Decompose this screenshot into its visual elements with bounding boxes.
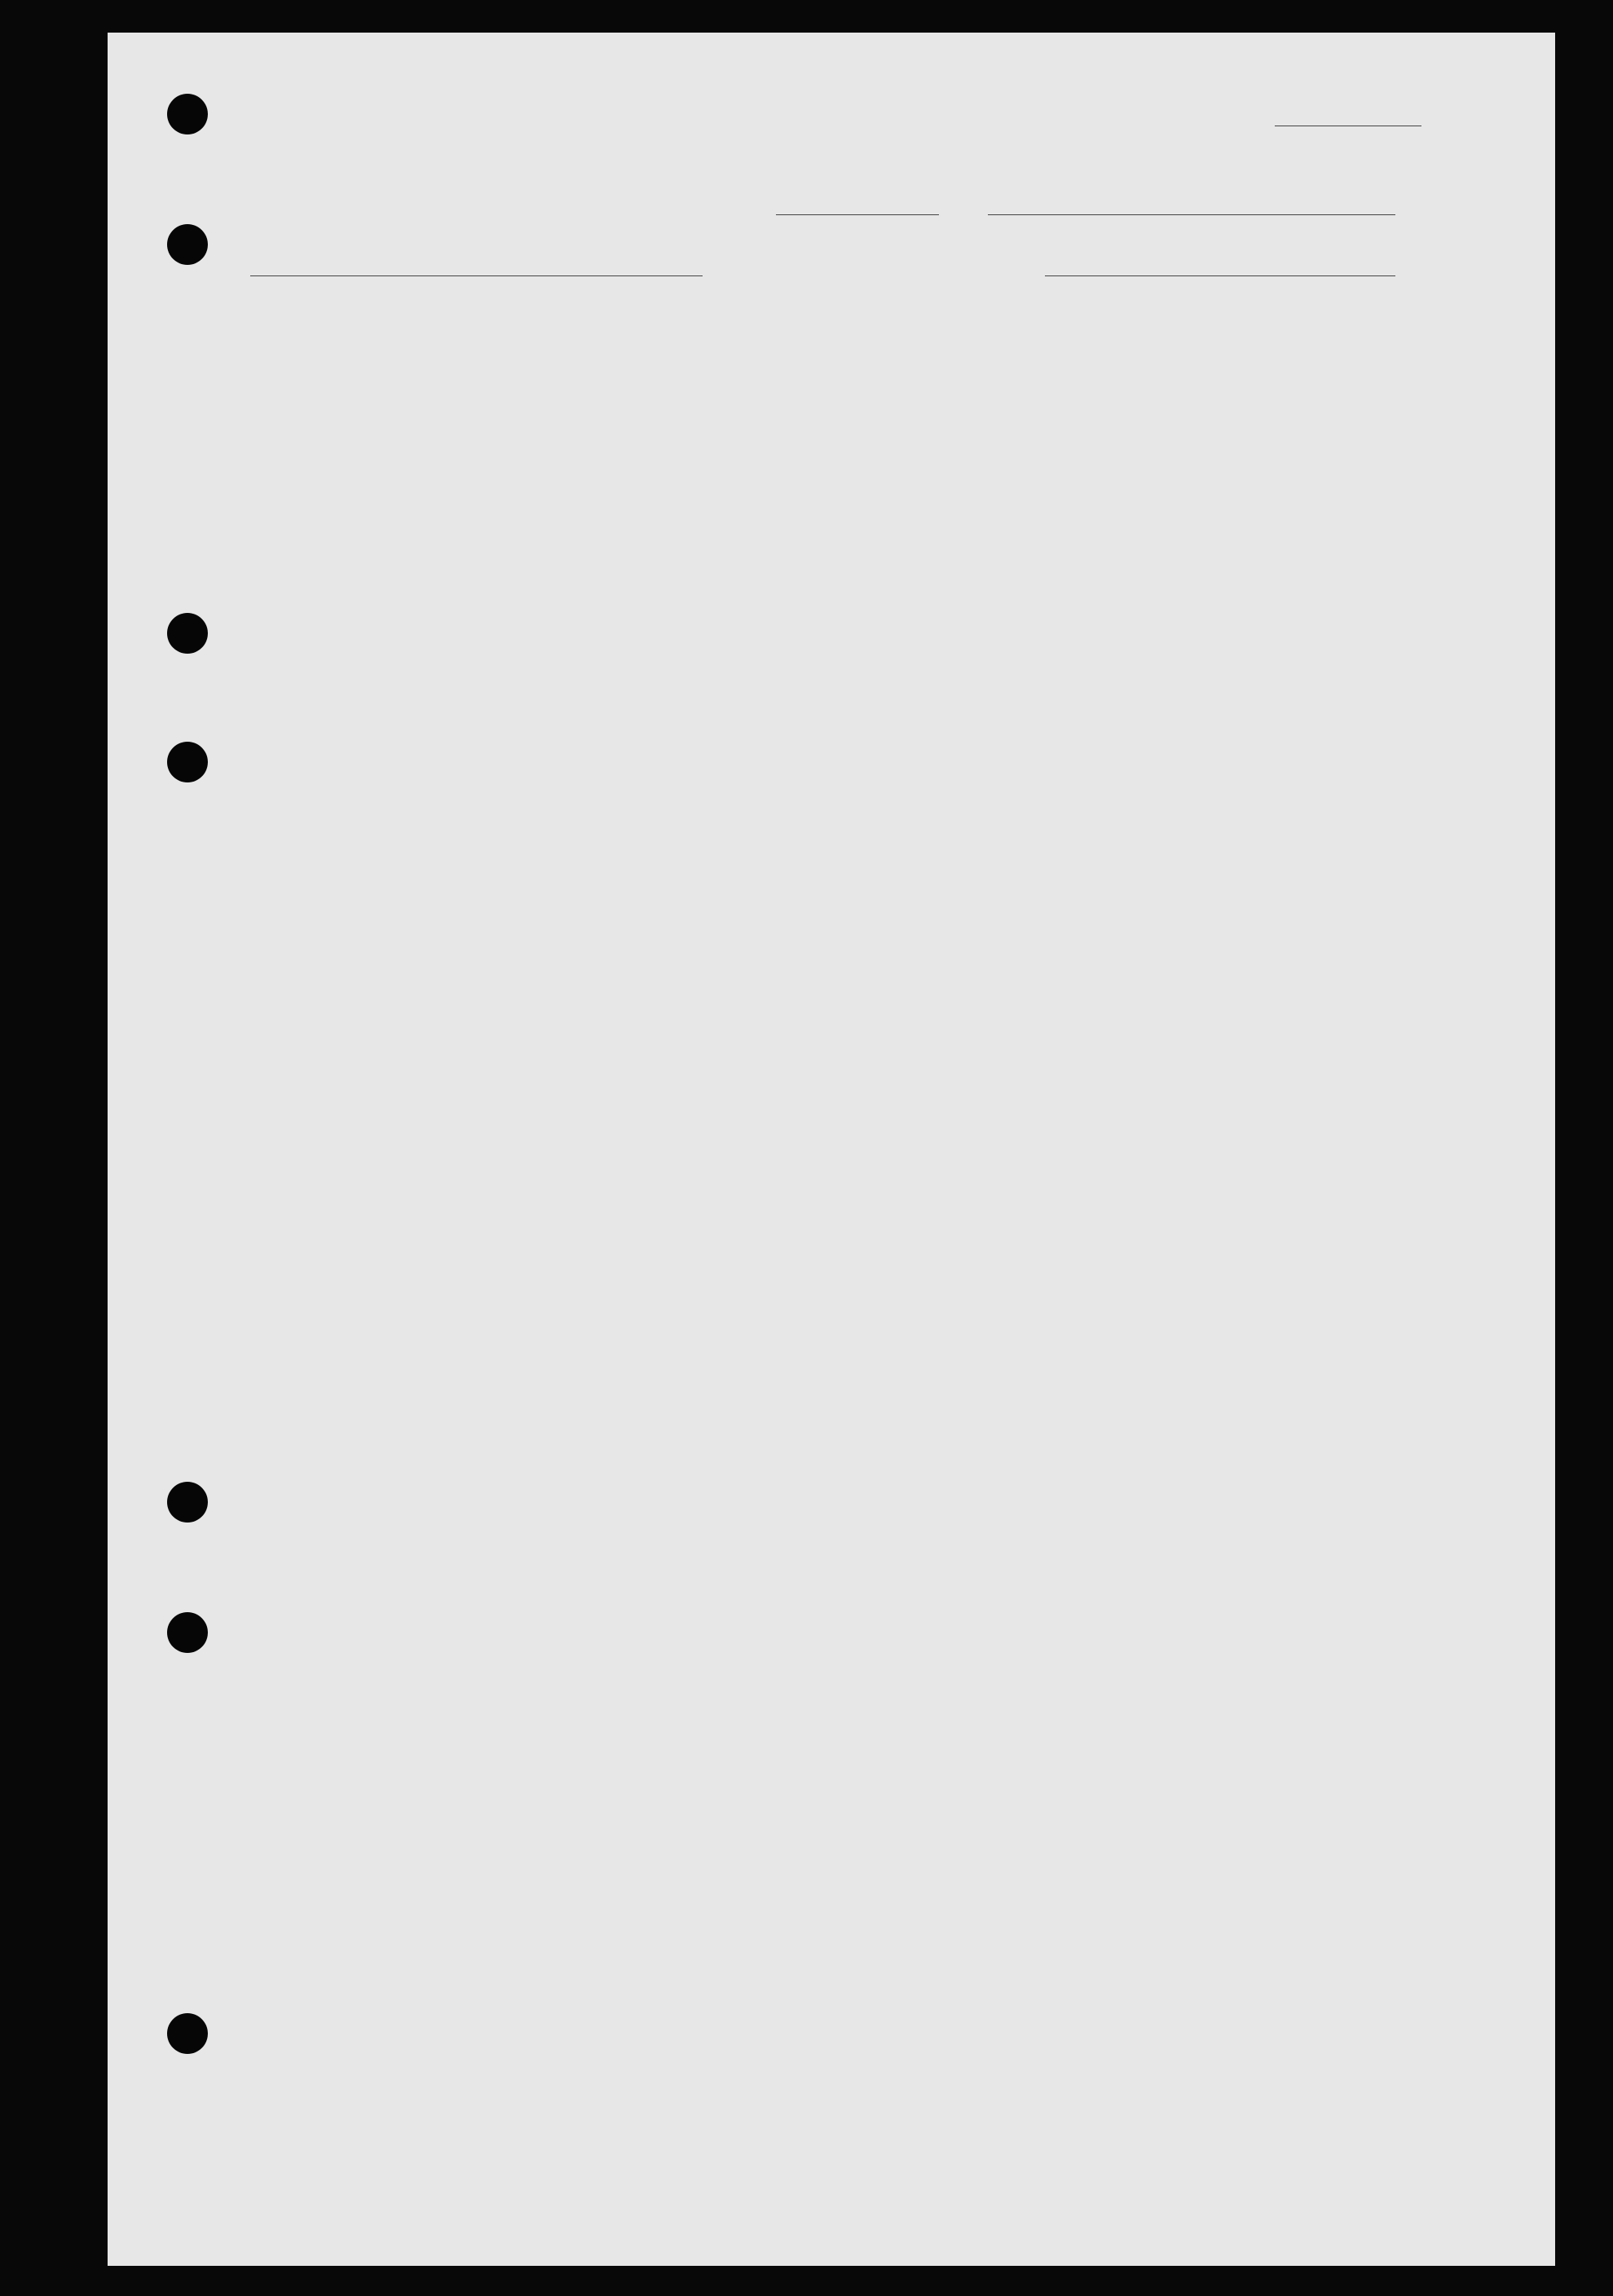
binder-hole [167,1612,208,1653]
binder-hole [167,224,208,265]
binder-hole [167,613,208,654]
table-grid [108,33,1555,2266]
form-sheet [108,33,1555,2266]
binder-hole [167,1482,208,1523]
binder-hole [167,742,208,782]
binder-hole [167,2013,208,2054]
binder-hole [167,94,208,134]
